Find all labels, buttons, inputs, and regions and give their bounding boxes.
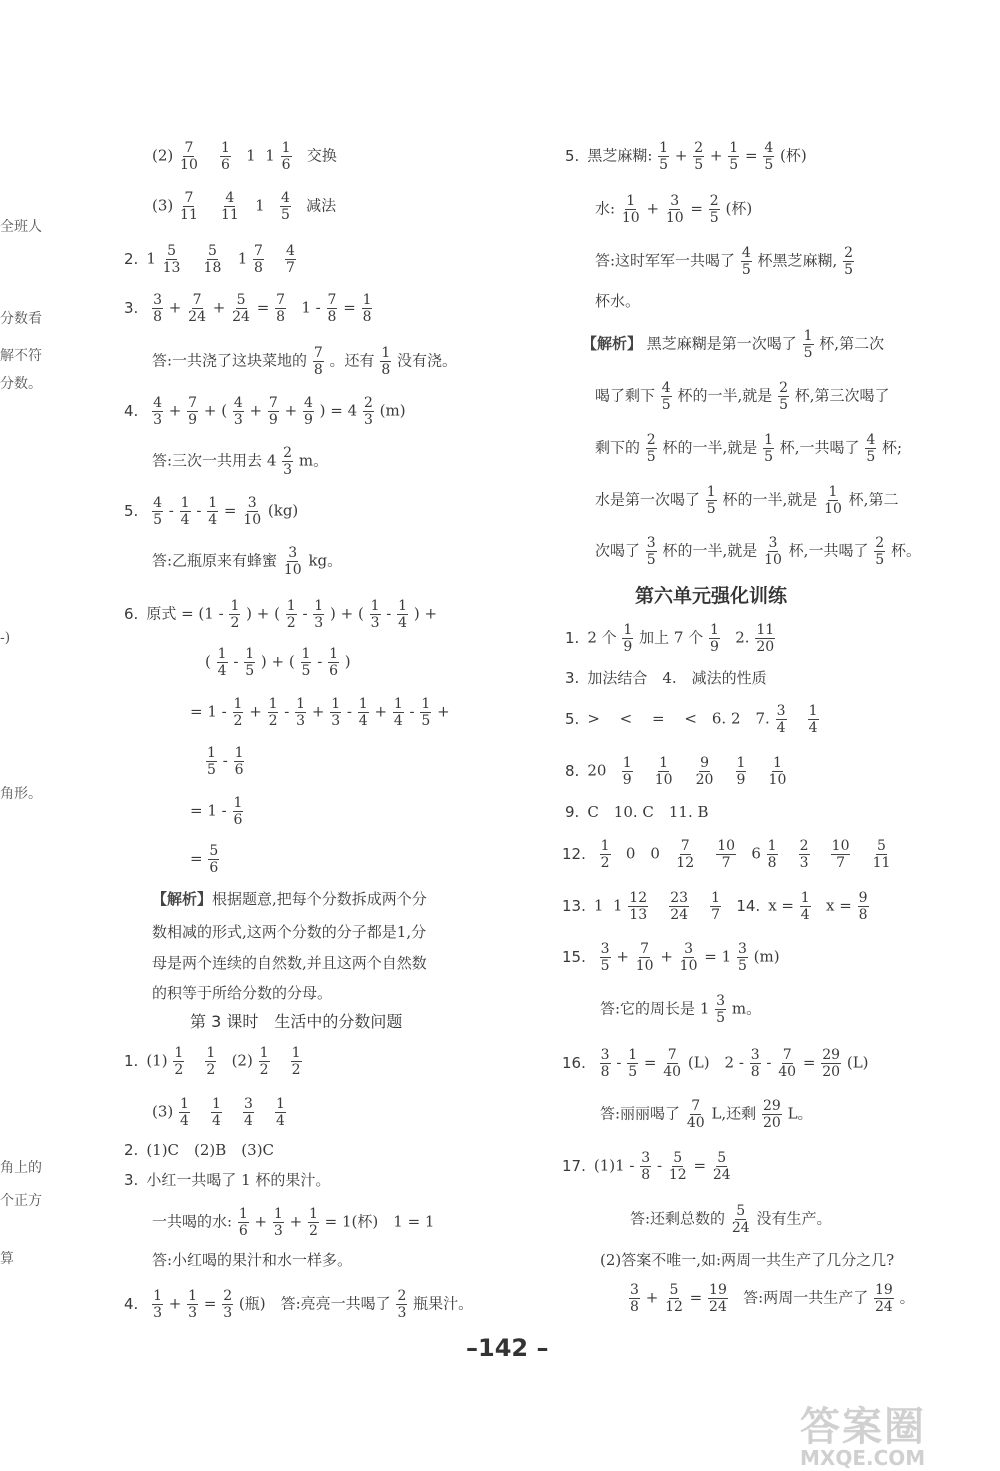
fraction: $\frac{1}{4}$ xyxy=(180,495,190,528)
answer-line: (3) $\frac{7}{11}$ $\frac{4}{11}$ 1 $\frac{4}{5}$ 减法 xyxy=(152,190,337,223)
fraction: $\frac{11}{20}$ xyxy=(756,622,775,655)
watermark-logo-text: 答案圈 xyxy=(800,1404,926,1450)
fraction: $\frac{7}{8}$ xyxy=(254,243,263,276)
fraction: $\frac{1}{4}$ xyxy=(217,646,227,679)
fraction: $\frac{19}{24}$ xyxy=(709,1282,727,1315)
fraction: $\frac{3}{10}$ xyxy=(679,941,698,974)
fraction: $\frac{1}{3}$ xyxy=(370,598,380,631)
fraction: $\frac{7}{8}$ xyxy=(327,292,337,325)
fraction: $\frac{23}{24}$ xyxy=(670,890,689,923)
edge-text: 角形。 xyxy=(0,786,42,802)
answer-line: 1. 2 个 $\frac{1}{9}$ 加上 7 个 $\frac{1}{9}$ 2. $\frac{11}{20}$ xyxy=(565,622,775,655)
fraction: $\frac{3}{10}$ xyxy=(665,193,684,226)
analysis-line: 母是两个连续的自然数,并且这两个自然数 xyxy=(152,954,427,972)
fraction: $\frac{7}{10}$ xyxy=(635,941,654,974)
fraction: $\frac{4}{5}$ xyxy=(280,190,290,223)
fraction: $\frac{7}{24}$ xyxy=(188,292,206,325)
fraction: $\frac{3}{5}$ xyxy=(600,941,610,974)
fraction: $\frac{1}{5}$ xyxy=(207,745,216,778)
analysis-line: 【解析】根据题意,把每个分数拆成两个分 xyxy=(152,890,427,908)
fraction: $\frac{1}{3}$ xyxy=(273,1206,283,1239)
analysis-line: 次喝了 $\frac{3}{5}$ 杯的一半,就是 $\frac{3}{10}$ 杯,一共喝了 $\frac{2}{5}$ 杯。 xyxy=(595,535,921,568)
fraction: $\frac{12}{13}$ xyxy=(629,890,648,923)
answer-line: 8. 20 $\frac{1}{9}$ $\frac{1}{10}$ $\frac{9}{20}$ $\frac{1}{9}$ $\frac{1}{10}$ xyxy=(565,755,787,788)
fraction: $\frac{3}{10}$ xyxy=(243,495,262,528)
fraction: $\frac{5}{24}$ xyxy=(712,1150,731,1183)
answer-line: 一共喝的水: $\frac{1}{6}$ + $\frac{1}{3}$ + $\frac{1}{2}$ = 1(杯) 1 = 1 xyxy=(152,1206,435,1239)
fraction: $\frac{1}{2}$ xyxy=(206,1045,216,1078)
fraction: $\frac{2}{3}$ xyxy=(363,395,373,428)
edge-text: 全班人 xyxy=(0,219,42,235)
fraction: $\frac{7}{10}$ xyxy=(180,140,198,173)
answer-line: 答:一共浇了这块菜地的 $\frac{7}{8}$ 。还有 $\frac{1}{8}$ 没有浇。 xyxy=(152,345,458,378)
fraction: $\frac{2}{3}$ xyxy=(397,1288,407,1321)
fraction: $\frac{29}{20}$ xyxy=(762,1098,781,1131)
fraction: $\frac{2}{5}$ xyxy=(709,193,719,226)
fraction: $\frac{2}{5}$ xyxy=(875,535,885,568)
answer-line: $\frac{1}{5}$ - $\frac{1}{6}$ xyxy=(207,745,244,778)
fraction: $\frac{1}{9}$ xyxy=(622,755,632,788)
fraction: $\frac{7}{8}$ xyxy=(276,292,286,325)
answer-line: 9. C 10. C 11. B xyxy=(565,803,709,821)
answer-line: 答:三次一共用去 4 $\frac{2}{3}$ m。 xyxy=(152,445,329,478)
fraction: $\frac{2}{5}$ xyxy=(694,140,704,173)
fraction: $\frac{1}{9}$ xyxy=(736,755,746,788)
fraction: $\frac{1}{8}$ xyxy=(767,838,777,871)
fraction: $\frac{1}{5}$ xyxy=(803,328,813,361)
answer-line: 答:小红喝的果汁和水一样多。 xyxy=(152,1251,353,1269)
fraction: $\frac{1}{2}$ xyxy=(308,1206,318,1239)
analysis-line: 数相减的形式,这两个分数的分子都是1,分 xyxy=(152,923,427,941)
fraction: $\frac{5}{12}$ xyxy=(668,1150,687,1183)
fraction: $\frac{9}{8}$ xyxy=(858,890,868,923)
answer-line: = $\frac{5}{6}$ xyxy=(190,843,219,876)
answer-line: 答:丽丽喝了 $\frac{7}{40}$ L,还剩 $\frac{29}{20}$ L。 xyxy=(600,1098,813,1131)
answer-line: 12. $\frac{1}{2}$ 0 0 $\frac{7}{12}$ $\frac{10}{7}$ 6 $\frac{1}{8}$ $\frac{2}{3}$ $\frac{10}{7}$ $\frac{5}{11}$ xyxy=(562,838,891,871)
fraction: $\frac{2}{5}$ xyxy=(646,432,656,465)
analysis-line: 剩下的 $\frac{2}{5}$ 杯的一半,就是 $\frac{1}{5}$ 杯,一共喝了 $\frac{4}{5}$ 杯; xyxy=(595,432,903,465)
answer-line: (3) $\frac{1}{4}$ $\frac{1}{4}$ $\frac{3}{4}$ $\frac{1}{4}$ xyxy=(152,1096,285,1129)
fraction: $\frac{1}{8}$ xyxy=(381,345,391,378)
answer-line: 3. $\frac{3}{8}$ + $\frac{7}{24}$ + $\frac{5}{24}$ = $\frac{7}{8}$ 1 - $\frac{7}{8}$ = $\frac{1}{8}$ xyxy=(124,292,372,325)
fraction: $\frac{7}{12}$ xyxy=(676,838,695,871)
fraction: $\frac{1}{6}$ xyxy=(220,140,230,173)
fraction: $\frac{1}{3}$ xyxy=(314,598,324,631)
analysis-line: 【解析】 黑芝麻糊是第一次喝了 $\frac{1}{5}$ 杯,第二次 xyxy=(582,328,885,361)
fraction: $\frac{3}{8}$ xyxy=(750,1047,760,1080)
fraction: $\frac{3}{10}$ xyxy=(764,535,782,568)
watermark-url: MXQE.COM xyxy=(800,1446,926,1470)
fraction: $\frac{7}{40}$ xyxy=(686,1098,705,1131)
answer-line: 2. 1 $\frac{5}{13}$ $\frac{5}{18}$ 1 $\frac{7}{8}$ $\frac{4}{7}$ xyxy=(124,243,295,276)
fraction: $\frac{1}{4}$ xyxy=(800,890,810,923)
answer-line: 15. $\frac{3}{5}$ + $\frac{7}{10}$ + $\frac{3}{10}$ = 1 $\frac{3}{5}$ (m) xyxy=(562,941,780,974)
fraction: $\frac{4}{3}$ xyxy=(233,395,243,428)
fraction: $\frac{1}{6}$ xyxy=(233,795,243,828)
fraction: $\frac{1}{2}$ xyxy=(259,1045,269,1078)
edge-text: 分数。 xyxy=(0,376,42,392)
fraction: $\frac{1}{6}$ xyxy=(234,745,244,778)
fraction: $\frac{5}{11}$ xyxy=(872,838,891,871)
answer-line: 4. $\frac{1}{3}$ + $\frac{1}{3}$ = $\frac{2}{3}$ (瓶) 答:亮亮一共喝了 $\frac{2}{3}$ 瓶果汁。 xyxy=(124,1288,474,1321)
fraction: $\frac{10}{7}$ xyxy=(717,838,736,871)
fraction: $\frac{1}{9}$ xyxy=(623,622,633,655)
fraction: $\frac{10}{7}$ xyxy=(831,838,850,871)
fraction: $\frac{1}{5}$ xyxy=(729,140,739,173)
edge-text: 个正方 xyxy=(0,1193,42,1209)
fraction: $\frac{5}{18}$ xyxy=(203,243,222,276)
fraction: $\frac{1}{7}$ xyxy=(711,890,721,923)
fraction: $\frac{19}{24}$ xyxy=(875,1282,893,1315)
fraction: $\frac{1}{3}$ xyxy=(331,696,341,729)
fraction: $\frac{1}{2}$ xyxy=(268,696,278,729)
answer-line: 13. 1 1 $\frac{12}{13}$ $\frac{23}{24}$ $\frac{1}{7}$ 14. x = $\frac{1}{4}$ x = $\frac{9}{8}$ xyxy=(562,890,868,923)
answer-line: 杯水。 xyxy=(595,292,641,310)
fraction: $\frac{1}{5}$ xyxy=(301,646,311,679)
fraction: $\frac{1}{5}$ xyxy=(659,140,669,173)
fraction: $\frac{3}{8}$ xyxy=(641,1150,651,1183)
edge-text: -) xyxy=(0,630,11,646)
fraction: $\frac{9}{20}$ xyxy=(695,755,714,788)
edge-text: 解不符 xyxy=(0,348,42,364)
fraction: $\frac{7}{11}$ xyxy=(180,190,198,223)
fraction: $\frac{1}{6}$ xyxy=(329,646,338,679)
fraction: $\frac{7}{8}$ xyxy=(313,345,323,378)
fraction: $\frac{5}{13}$ xyxy=(162,243,181,276)
analysis-line: 的积等于所给分数的分母。 xyxy=(152,984,333,1002)
fraction: $\frac{5}{24}$ xyxy=(731,1203,750,1236)
answer-line: $\frac{3}{8}$ + $\frac{5}{12}$ = $\frac{19}{24}$ 答:两周一共生产了 $\frac{19}{24}$ 。 xyxy=(630,1282,915,1315)
fraction: $\frac{3}{8}$ xyxy=(600,1047,610,1080)
answer-line: = 1 - $\frac{1}{2}$ + $\frac{1}{2}$ - $\frac{1}{3}$ + $\frac{1}{3}$ - $\frac{1}{4}$ + $\frac{1}{4}$ - $\frac{1}{5}$ + xyxy=(190,696,450,729)
fraction: $\frac{3}{8}$ xyxy=(153,292,163,325)
fraction: $\frac{1}{2}$ xyxy=(291,1045,301,1078)
fraction: $\frac{29}{20}$ xyxy=(822,1047,841,1080)
fraction: $\frac{1}{4}$ xyxy=(276,1096,285,1129)
unit-title: 第六单元强化训练 xyxy=(635,585,788,607)
fraction: $\frac{1}{9}$ xyxy=(709,622,719,655)
fraction: $\frac{1}{10}$ xyxy=(824,484,842,517)
fraction: $\frac{1}{2}$ xyxy=(230,598,240,631)
fraction: $\frac{1}{4}$ xyxy=(180,1096,189,1129)
answer-line: 3. 加法结合 4. 减法的性质 xyxy=(565,669,767,687)
fraction: $\frac{1}{2}$ xyxy=(174,1045,184,1078)
answer-line: 16. $\frac{3}{8}$ - $\frac{1}{5}$ = $\frac{7}{40}$ (L) 2 - $\frac{3}{8}$ - $\frac{7}{40}$ = $\frac{29}{20}$ (L) xyxy=(562,1047,869,1080)
fraction: $\frac{4}{5}$ xyxy=(866,432,876,465)
lesson-title: 第 3 课时 生活中的分数问题 xyxy=(190,1012,403,1031)
fraction: $\frac{5}{6}$ xyxy=(209,843,219,876)
fraction: $\frac{1}{4}$ xyxy=(393,696,403,729)
answer-line: 答:这时军军一共喝了 $\frac{4}{5}$ 杯黑芝麻糊, $\frac{2}{5}$ xyxy=(595,245,854,278)
fraction: $\frac{7}{40}$ xyxy=(663,1047,682,1080)
fraction: $\frac{4}{5}$ xyxy=(764,140,774,173)
fraction: $\frac{1}{4}$ xyxy=(358,696,368,729)
answer-line: 水: $\frac{1}{10}$ + $\frac{3}{10}$ = $\frac{2}{5}$ (杯) xyxy=(595,193,753,226)
answer-line: 答:它的周长是 1 $\frac{3}{5}$ m。 xyxy=(600,993,762,1026)
answer-line: ( $\frac{1}{4}$ - $\frac{1}{5}$ ) + ( $\frac{1}{5}$ - $\frac{1}{6}$ ) xyxy=(205,646,351,679)
fraction: $\frac{3}{4}$ xyxy=(776,703,786,736)
edge-text: 算 xyxy=(0,1251,14,1267)
fraction: $\frac{1}{6}$ xyxy=(238,1206,248,1239)
fraction: $\frac{1}{5}$ xyxy=(628,1047,638,1080)
fraction: $\frac{1}{6}$ xyxy=(281,140,291,173)
fraction: $\frac{7}{40}$ xyxy=(778,1047,797,1080)
answer-line: 1. (1) $\frac{1}{2}$ $\frac{1}{2}$ (2) $\frac{1}{2}$ $\frac{1}{2}$ xyxy=(124,1045,301,1078)
answer-line: 6. 原式 = (1 - $\frac{1}{2}$ ) + ( $\frac{1}{2}$ - $\frac{1}{3}$ ) + ( $\frac{1}{3}$ - $\frac{1}{4}$ ) + xyxy=(124,598,438,631)
answer-line: (2)答案不唯一,如:两周一共生产了几分之几? xyxy=(600,1251,895,1269)
answer-line: 答:还剩总数的 $\frac{5}{24}$ 没有生产。 xyxy=(630,1203,832,1236)
fraction: $\frac{2}{5}$ xyxy=(779,380,788,413)
fraction: $\frac{2}{3}$ xyxy=(283,445,293,478)
fraction: $\frac{1}{10}$ xyxy=(654,755,673,788)
answer-line: (2) $\frac{7}{10}$ $\frac{1}{6}$ 1 1 $\frac{1}{6}$ 交换 xyxy=(152,140,337,173)
fraction: $\frac{3}{5}$ xyxy=(737,941,747,974)
fraction: $\frac{1}{5}$ xyxy=(706,484,716,517)
edge-text: 分数看 xyxy=(0,311,42,327)
analysis-line: 喝了剩下 $\frac{4}{5}$ 杯的一半,就是 $\frac{2}{5}$ 杯,第三次喝了 xyxy=(595,380,890,413)
answer-line: 5. 黑芝麻糊: $\frac{1}{5}$ + $\frac{2}{5}$ + $\frac{1}{5}$ = $\frac{4}{5}$ (杯) xyxy=(565,140,807,173)
fraction: $\frac{4}{5}$ xyxy=(661,380,671,413)
answer-line: 3. 小红一共喝了 1 杯的果汁。 xyxy=(124,1171,331,1189)
fraction: $\frac{1}{3}$ xyxy=(188,1288,198,1321)
fraction: $\frac{1}{8}$ xyxy=(362,292,372,325)
fraction: $\frac{1}{10}$ xyxy=(768,755,787,788)
fraction: $\frac{5}{24}$ xyxy=(232,292,250,325)
fraction: $\frac{1}{2}$ xyxy=(286,598,296,631)
edge-text: 角上的 xyxy=(0,1160,42,1176)
fraction: $\frac{7}{9}$ xyxy=(268,395,278,428)
fraction: $\frac{1}{3}$ xyxy=(153,1288,163,1321)
answer-line: 2. (1)C (2)B (3)C xyxy=(124,1141,275,1159)
watermark xyxy=(800,1395,926,1470)
answer-line: = 1 - $\frac{1}{6}$ xyxy=(190,795,243,828)
fraction: $\frac{4}{5}$ xyxy=(153,495,163,528)
fraction: $\frac{1}{5}$ xyxy=(764,432,773,465)
fraction: $\frac{3}{10}$ xyxy=(283,545,302,578)
fraction: $\frac{1}{2}$ xyxy=(233,696,243,729)
fraction: $\frac{1}{4}$ xyxy=(212,1096,221,1129)
fraction: $\frac{5}{12}$ xyxy=(665,1282,683,1315)
fraction: $\frac{1}{10}$ xyxy=(621,193,640,226)
fraction: $\frac{3}{8}$ xyxy=(630,1282,639,1315)
fraction: $\frac{3}{5}$ xyxy=(716,993,726,1026)
answer-line: 5. > < = < 6. 2 7. $\frac{3}{4}$ $\frac{1}{4}$ xyxy=(565,703,818,736)
fraction: $\frac{2}{3}$ xyxy=(799,838,809,871)
fraction: $\frac{1}{2}$ xyxy=(600,838,610,871)
fraction: $\frac{1}{5}$ xyxy=(421,696,431,729)
fraction: $\frac{7}{9}$ xyxy=(188,395,198,428)
page-number: –142 – xyxy=(466,1334,549,1362)
answer-line: 5. $\frac{4}{5}$ - $\frac{1}{4}$ - $\frac{1}{4}$ = $\frac{3}{10}$ (kg) xyxy=(124,495,299,528)
fraction: $\frac{4}{9}$ xyxy=(303,395,313,428)
fraction: $\frac{1}{4}$ xyxy=(208,495,218,528)
answer-line: 答:乙瓶原来有蜂蜜 $\frac{3}{10}$ kg。 xyxy=(152,545,343,578)
answer-line: 17. (1)1 - $\frac{3}{8}$ - $\frac{5}{12}$ = $\frac{5}{24}$ xyxy=(562,1150,731,1183)
fraction: $\frac{1}{4}$ xyxy=(398,598,408,631)
fraction: $\frac{1}{5}$ xyxy=(245,646,255,679)
fraction: $\frac{4}{7}$ xyxy=(286,243,295,276)
fraction: $\frac{1}{4}$ xyxy=(808,703,818,736)
fraction: $\frac{3}{4}$ xyxy=(244,1096,253,1129)
analysis-line: 水是第一次喝了 $\frac{1}{5}$ 杯的一半,就是 $\frac{1}{10}$ 杯,第二 xyxy=(595,484,899,517)
fraction: $\frac{3}{5}$ xyxy=(646,535,656,568)
fraction: $\frac{1}{3}$ xyxy=(296,696,306,729)
fraction: $\frac{4}{3}$ xyxy=(153,395,163,428)
answer-line: 4. $\frac{4}{3}$ + $\frac{7}{9}$ + ( $\frac{4}{3}$ + $\frac{7}{9}$ + $\frac{4}{9}$ ) = 4 $\frac{2}{3}$ (m) xyxy=(124,395,406,428)
fraction: $\frac{4}{11}$ xyxy=(220,190,239,223)
fraction: $\frac{2}{3}$ xyxy=(223,1288,233,1321)
fraction: $\frac{4}{5}$ xyxy=(741,245,751,278)
fraction: $\frac{2}{5}$ xyxy=(844,245,854,278)
